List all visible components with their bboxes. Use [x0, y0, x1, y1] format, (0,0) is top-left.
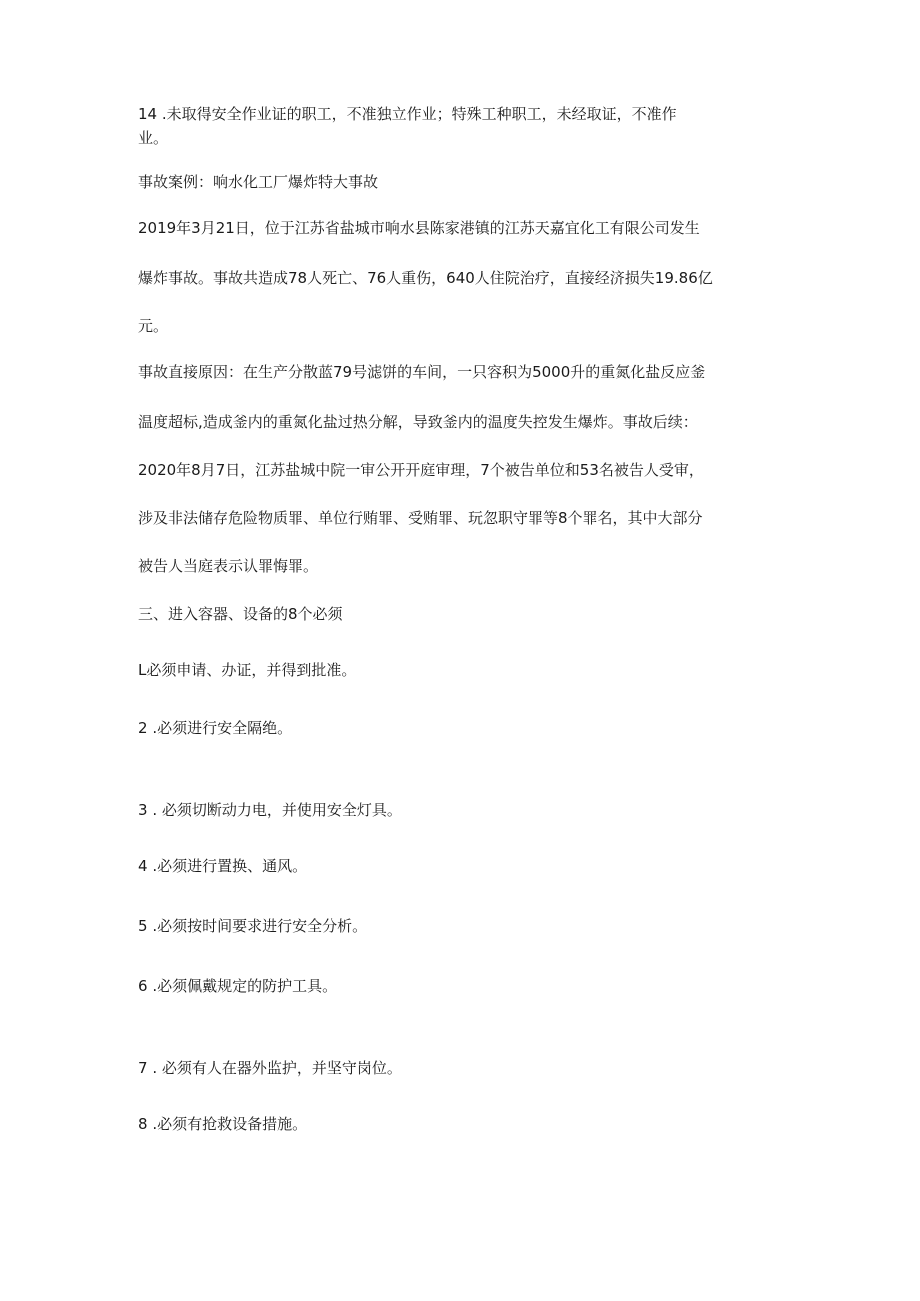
must-item-text: .必须进行置换、通风。 [147, 857, 308, 875]
must-item-2 [138, 718, 292, 738]
must-item-number: 6 [138, 977, 148, 995]
must-item-number: L [138, 661, 147, 679]
case-paragraph-line-2: 爆炸事故。事故共造成78人死亡、76人重伤，640人住院治疗，直接经济损失19.86亿 [138, 269, 713, 287]
must-item-number: 8 [138, 1115, 148, 1133]
must-item-4 [138, 856, 307, 876]
must-item-text: .必须佩戴规定的防护工具。 [147, 977, 338, 995]
must-item-text: .必须按时间要求进行安全分析。 [147, 917, 368, 935]
section-title: 三、进入容器、设备的8个必须 [138, 605, 343, 623]
must-item-6 [138, 976, 337, 996]
must-item-text: . 必须有人在器外监护，并坚守岗位。 [147, 1059, 402, 1077]
cause-paragraph-line-1: 事故直接原因：在生产分散蓝79号滤饼的车间，一只容积为5000升的重氮化盐反应釜 [138, 363, 706, 381]
must-item-3 [138, 800, 402, 820]
must-item-1 [138, 660, 356, 680]
cause-paragraph-line-4: 涉及非法储存危险物质罪、单位行贿罪、受贿罪、玩忽职守罪等8个罪名，其中大部分 [138, 509, 703, 527]
cause-paragraph-line-5: 被告人当庭表示认罪悔罪。 [138, 557, 319, 575]
must-item-text: 必须申请、办证，并得到批准。 [146, 661, 357, 679]
case-paragraph-line-3: 元。 [138, 317, 169, 335]
rule-14-number: 14 [138, 105, 158, 123]
must-item-number: 3 [138, 801, 148, 819]
must-item-number: 7 [138, 1059, 148, 1077]
case-paragraph-line-1: 2019年3月21日，位于江苏省盐城市响水县陈家港镇的江苏天嘉宜化工有限公司发生 [138, 219, 700, 237]
rule-14-text: .未取得安全作业证的职工，不准独立作业；特殊工种职工，未经取证，不准作 [157, 105, 677, 123]
must-item-text: . 必须切断动力电，并使用安全灯具。 [147, 801, 402, 819]
must-item-text: .必须有抢救设备措施。 [147, 1115, 308, 1133]
must-item-number: 4 [138, 857, 148, 875]
must-item-8 [138, 1114, 307, 1134]
cause-paragraph-line-3: 2020年8月7日，江苏盐城中院一审公开开庭审理，7个被告单位和53名被告人受审， [138, 461, 704, 479]
rule-14-line-1 [138, 104, 677, 124]
must-item-number: 2 [138, 719, 148, 737]
must-item-text: .必须进行安全隔绝。 [147, 719, 293, 737]
must-item-number: 5 [138, 917, 148, 935]
cause-paragraph-line-2: 温度超标,造成釜内的重氮化盐过热分解，导致釜内的温度失控发生爆炸。事故后续： [138, 413, 698, 431]
must-item-5 [138, 916, 367, 936]
rule-14-line-2: 业。 [138, 129, 169, 147]
case-title: 事故案例：响水化工厂爆炸特大事故 [138, 173, 379, 191]
must-item-7 [138, 1058, 402, 1078]
